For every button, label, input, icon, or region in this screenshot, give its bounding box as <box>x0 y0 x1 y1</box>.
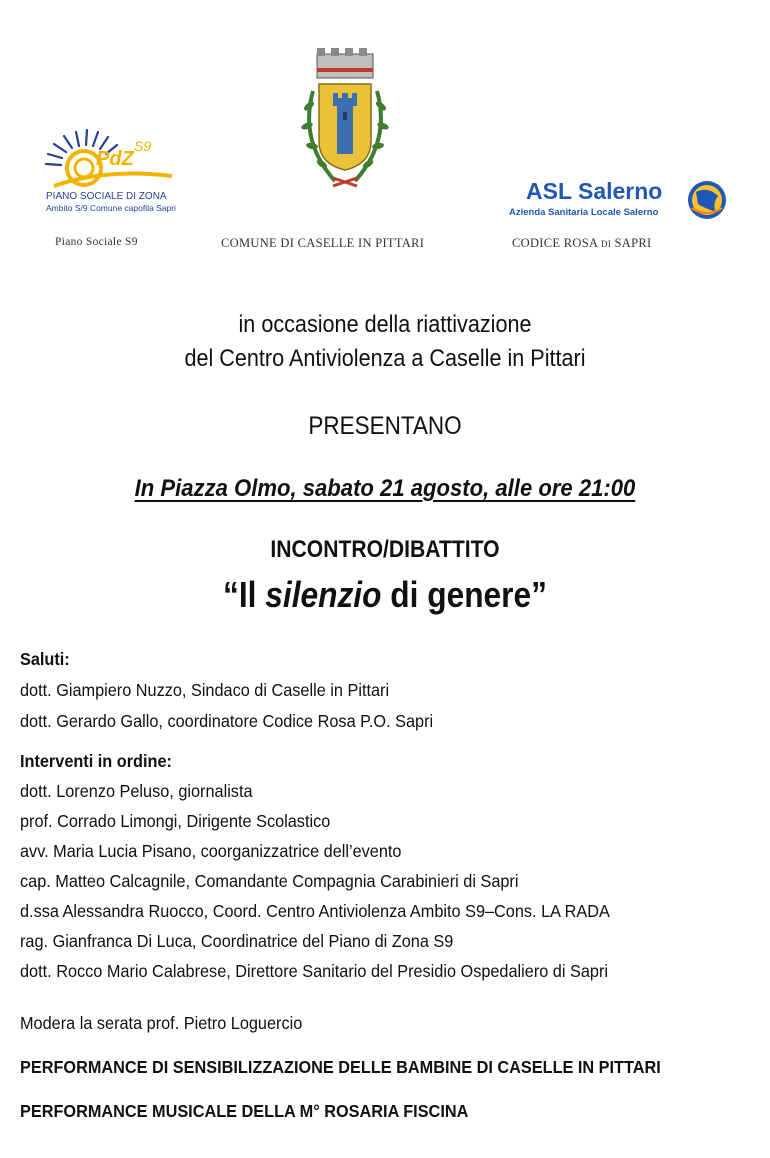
event-title-close: di genere” <box>381 574 547 615</box>
interventi-section <box>20 746 708 986</box>
event-title <box>46 574 724 616</box>
performances <box>20 1052 708 1127</box>
performance-item: PERFORMANCE DI SENSIBILIZZAZIONE DELLE BAMBINE DI CASELLE IN PITTARI <box>20 1057 661 1077</box>
saluti-heading: Saluti: <box>20 649 70 669</box>
comune-caption: COMUNE DI CASELLE IN PITTARI <box>221 236 425 250</box>
pdz-mark: PdZ <box>96 148 134 170</box>
event-title-open: “Il <box>223 574 266 615</box>
performance-item: PERFORMANCE MUSICALE DELLA M° ROSARIA FISCINA <box>20 1101 469 1121</box>
event-type: INCONTRO/DIBATTITO <box>270 536 500 563</box>
event-title-italic: silenzio <box>265 574 382 615</box>
saluti-section <box>20 644 708 737</box>
interventi-item: dott. Lorenzo Peluso, giornalista <box>20 781 253 801</box>
pdz-subtitle: Ambito S/9 Comune capofila Sapri <box>46 203 176 213</box>
pdz-logo <box>34 118 184 218</box>
interventi-item: d.ssa Alessandra Ruocco, Coord. Centro Antiviolenza Ambito S9–Cons. LA RADA <box>20 901 610 921</box>
event-place-time: In Piazza Olmo, sabato 21 agosto, alle ore 21:00 <box>134 475 636 502</box>
interventi-item: prof. Corrado Limongi, Dirigente Scolastico <box>20 811 331 831</box>
intro-line-1: in occasione della riattivazione <box>238 311 532 338</box>
intro-line-2: del Centro Antiviolenza a Caselle in Pittari <box>184 345 586 372</box>
coat-of-arms-icon <box>295 46 395 196</box>
asl-emblem-icon <box>686 178 728 222</box>
moderator-line <box>20 1008 708 1039</box>
interventi-item: rag. Gianfranca Di Luca, Coordinatrice del Piano di Zona S9 <box>20 931 454 951</box>
presentano-heading: PRESENTANO <box>308 412 462 440</box>
pdz-name: PIANO SOCIALE DI ZONA <box>46 191 167 202</box>
interventi-heading: Interventi in ordine: <box>20 751 172 771</box>
saluti-item: dott. Giampiero Nuzzo, Sindaco di Caselle in Pittari <box>20 680 390 700</box>
moderator-text: Modera la serata prof. Pietro Loguercio <box>20 1013 303 1033</box>
intro-text <box>39 308 732 376</box>
pdz-mark-sup: S9 <box>134 138 152 154</box>
asl-subtitle: Azienda Sanitaria Locale Salerno <box>509 207 659 218</box>
asl-salerno-logo <box>505 176 730 226</box>
interventi-item: cap. Matteo Calcagnile, Comandante Compagnia Carabinieri di Sapri <box>20 871 519 891</box>
pdz-caption: Piano Sociale S9 <box>55 236 138 248</box>
asl-caption: CODICE ROSA di SAPRI <box>512 236 652 250</box>
saluti-item: dott. Gerardo Gallo, coordinatore Codice Rosa P.O. Sapri <box>20 711 434 731</box>
asl-name: ASL Salerno <box>526 178 663 204</box>
interventi-item: avv. Maria Lucia Pisano, coorganizzatrice dell’evento <box>20 841 402 861</box>
interventi-item: dott. Rocco Mario Calabrese, Direttore Sanitario del Presidio Ospedaliero di Sapri <box>20 961 608 981</box>
coat-of-arms-logo <box>295 46 395 196</box>
